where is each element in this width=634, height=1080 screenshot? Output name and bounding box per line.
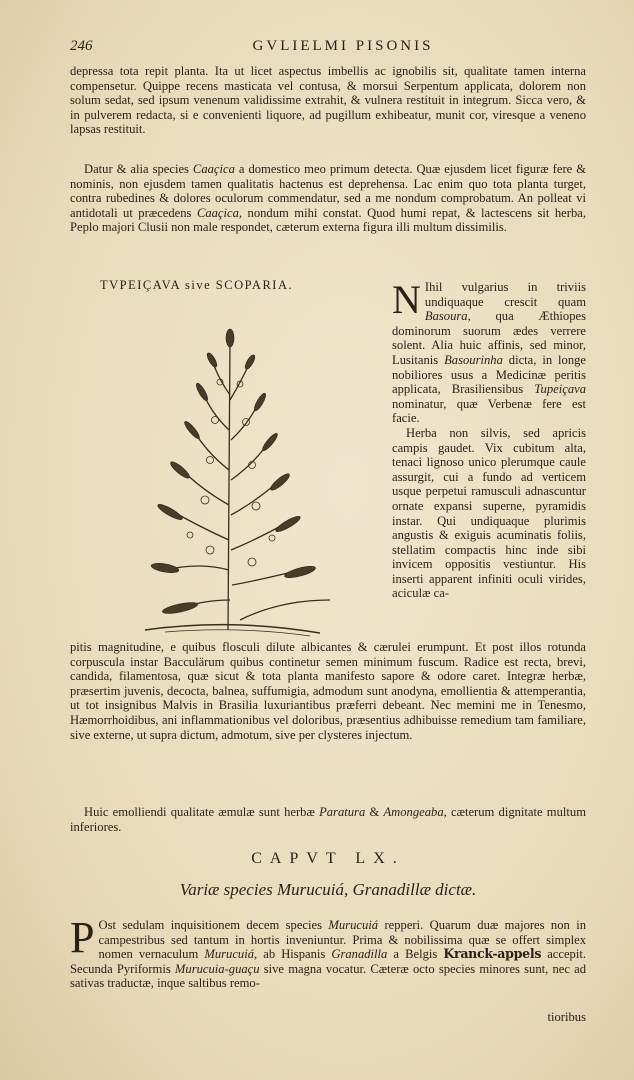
paragraph-3-text: pitis magnitudine, e quibus flosculi dilute albicantes & cærulei erumpunt. Et post illos rotunda corpuscula instar Bacculärum quibus continetur semen minimum fuscum. Radice est recta, brevi, candida, filamentosa, quæ sicut & tota planta manifesto sapore & odore caret. Integræ herbæ, præsertim juvenis, decocta, balnea, suffumigia, admodum sunt anodyna, emollientia & attemperantia, ut tot insignibus Malvis in Brasilia luxuriantibus præferri debeant. Nec memini me in Tenesmo, Hæmorrhoidibus, ani inflammationibus vel doloribus, præsentius adhibuisse remedium tam familiare, sive externe, ut supra dictum, admotum, sive per clysteres injectum.	[70, 640, 586, 742]
chapter-subtitle: Variæ species Murucuiá, Granadillæ dictæ.	[179, 880, 477, 899]
paragraph-2-text: Datur & alia species Caaçica a domestico meo primum detecta. Quæ ejusdem licet figuræ fere & nominis, non ejusdem tamen qualitatis hactenus est deprehensa. Lac enim quo tota planta turget, contra rubedines & dolores oculorum commendatur, sed a me nondum comprobatum. An polleat vi antidotali ut præcedens Caaçica, nondum mihi constat. Quod humi repat, & lactescens sit herba, Peplo majori Clusii non male respondet, cæterum externa figura illi multum dissimilis.	[70, 162, 587, 235]
catchword: tioribus	[547, 1010, 586, 1024]
plant-figure	[70, 278, 375, 640]
paragraph-5	[70, 913, 587, 991]
paragraph-1	[70, 64, 586, 137]
paragraph-1-text: depressa tota repit planta. Ita ut licet aspectus imbellis ac ignobilis sit, qualitate tamen interna compensetur. Quippe recens masticata vel contusa, & morsui Serpentum applicata, dolorem non solum sedat, sed ipsum venenum validissime extrahit, & vulnera restituit in integrum. Sicca vero, & in pulverem redacta, si e convenienti liquore, ad pugillum exhibeatur, munit cor, viresque a veneno lapsas restituit.	[70, 64, 586, 137]
paragraph-3	[70, 640, 586, 742]
drop-cap-p: P	[70, 913, 95, 962]
paragraph-2	[70, 162, 586, 235]
chapter-heading: CAPVT LX.	[251, 850, 405, 867]
page-number: 246	[70, 38, 93, 54]
scoparia-illustration	[110, 300, 360, 640]
running-head: GVLIELMI PISONIS	[252, 38, 434, 54]
figure-caption: TVPEIÇAVA sive SCOPARIA.	[100, 278, 294, 292]
page-header	[70, 38, 586, 58]
paragraph-4-text: Huic emolliendi qualitate æmulæ sunt herbæ Paratura & Amongeaba, cæterum dignitate multum inferiores.	[70, 805, 586, 834]
right-column-paragraph-1: N Ihil vulgarius in triviis undiquaque crescit quam Basoura, qua Æthiopes dominorum suorum ædes verrere solent. Alia huic affinis, sed minor, Lusitanis Basourinha dicta, in longe nobiliores usus a Medicinæ peritis applicata, Brasiliensibus Tupeiçava nominatur, quæ Verbenæ fere est facie.	[392, 277, 587, 426]
right-column-text	[392, 277, 587, 601]
right-column-paragraph-2: Herba non silvis, sed apricis campis gaudet. Vix cubitum alta, tenaci lignoso unico plerumque caule assurgit, cui a fundo ad verticem usque perpetui ramusculi adnascuntur ornate expansi superne, pyramidis instar. Qui undiquaque plurimis angustis & exiguis acuminatis foliis, stellatim compactis hinc inde sibi invicem oppositis vestiuntur. His inserti apparent infiniti oculi virides, aciculæ ca-	[392, 425, 586, 601]
paragraph-4	[70, 805, 586, 834]
paragraph-5-text: P Ost sedulam inquisitionem decem species Murucuiá repperi. Quarum duæ majores non in campestribus sed tantum in hortis inveniuntur. Prima & nobilissima quæ se offert simplex nomen vernaculum Murucuiá, ab Hispanis Granadilla a Belgis Kranck-appels accepit. Secunda Pyriformis Murucuia-guaçu sive magna vocatur. Cæteræ octo species minores sunt, nec ad sativas traductæ, inque saltibus remo-	[70, 913, 587, 991]
drop-cap-n: N	[392, 277, 421, 322]
